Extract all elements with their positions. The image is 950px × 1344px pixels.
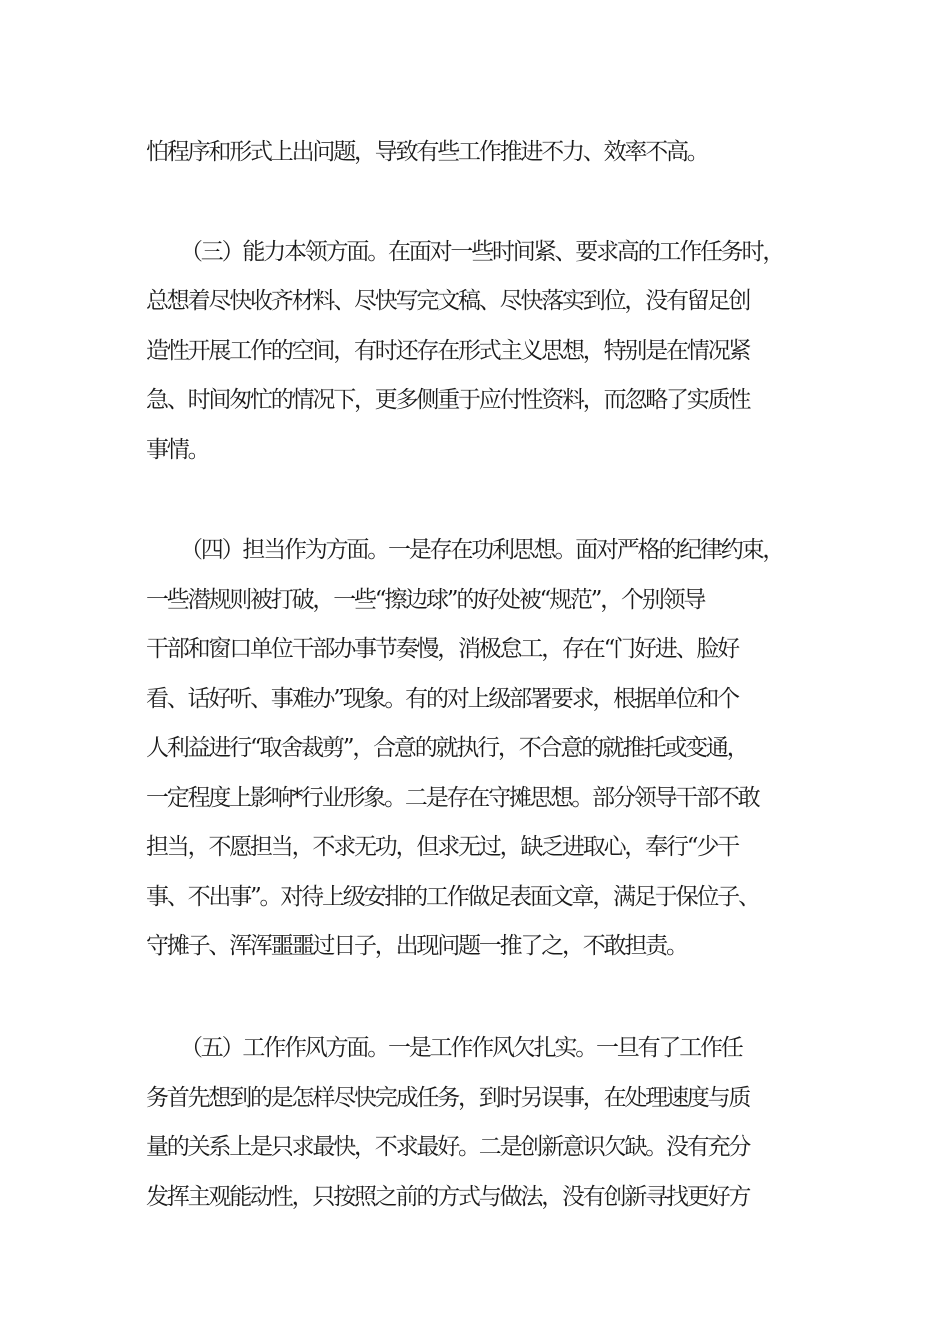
text-line: 担当，不愿担当，不求无功，但求无过，缺乏进取心，奉行“少干 bbox=[146, 834, 738, 860]
text-line: 人利益进行“取舍裁剪”，合意的就执行，不合意的就推托或变通， bbox=[146, 735, 748, 761]
text-line: （四）担当作为方面。一是存在功利思想。面对严格的纪律约束， bbox=[180, 537, 784, 563]
text-line: 守摊子、浑浑噩噩过日子，出现问题一推了之，不敢担责。 bbox=[146, 933, 687, 959]
text-line: 发挥主观能动性，只按照之前的方式与做法，没有创新寻找更好方 bbox=[146, 1184, 750, 1210]
text-line: 急、时间匆忙的情况下，更多侧重于应付性资料，而忽略了实质性 bbox=[146, 387, 750, 413]
text-line: （三）能力本领方面。在面对一些时间紧、要求高的工作任务时， bbox=[180, 239, 784, 265]
text-line: 量的关系上是只求最快，不求最好。二是创新意识欠缺。没有充分 bbox=[146, 1134, 750, 1160]
text-line: 干部和窗口单位干部办事节奏慢，消极怠工，存在“门好进、脸好 bbox=[146, 636, 738, 662]
text-line: 总想着尽快收齐材料、尽快写完文稿、尽快落实到位，没有留足创 bbox=[146, 288, 750, 314]
text-line: 一定程度上影响*行业形象。二是存在守摊思想。部分领导干部不敢 bbox=[146, 785, 759, 811]
text-line: 事、不出事”。对待上级安排的工作做足表面文章，满足于保位子、 bbox=[146, 884, 759, 910]
text-line: 务首先想到的是怎样尽快完成任务，到时另误事，在处理速度与质 bbox=[146, 1085, 750, 1111]
text-line: 事情。 bbox=[146, 437, 209, 463]
text-line: 看、话好听、事难办”现象。有的对上级部署要求，根据单位和个 bbox=[146, 686, 738, 712]
text-line: 怕程序和形式上出问题，导致有些工作推进不力、效率不高。 bbox=[146, 139, 708, 165]
text-line: 一些潜规则被打破，一些“擦边球”的好处被“规范”，个别领导 bbox=[146, 587, 705, 613]
text-line: 造性开展工作的空间，有时还存在形式主义思想，特别是在情况紧 bbox=[146, 338, 750, 364]
text-line: （五）工作作风方面。一是工作作风欠扎实。一旦有了工作任 bbox=[180, 1035, 742, 1061]
